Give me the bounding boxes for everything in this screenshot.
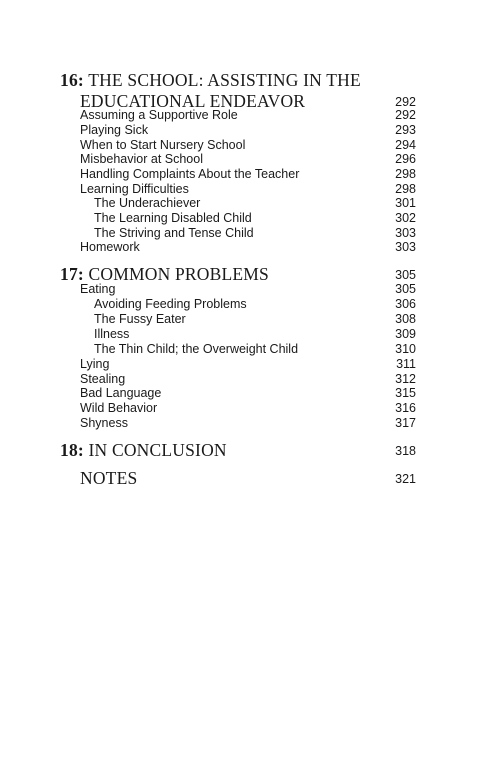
toc-entry-page: 301 — [395, 196, 416, 210]
toc-entry: Playing Sick — [80, 123, 149, 137]
chapter-17-number: 17: — [60, 264, 84, 284]
toc-entry-page: 293 — [395, 123, 416, 137]
toc-entry-page: 298 — [395, 167, 416, 181]
toc-entry-page: 316 — [395, 401, 416, 415]
toc-entry-page: 312 — [395, 372, 416, 386]
toc-subentry: The Striving and Tense Child — [94, 226, 254, 240]
chapter-16-number: 16: — [60, 70, 84, 90]
toc-entry: Handling Complaints About the Teacher — [80, 167, 300, 181]
notes-page: 321 — [395, 472, 416, 486]
chapter-18-page: 318 — [395, 444, 416, 458]
toc-entry-page: 302 — [395, 211, 416, 225]
toc-entry: Misbehavior at School — [80, 152, 203, 166]
toc-entry-page: 303 — [395, 226, 416, 240]
toc-entry: Wild Behavior — [80, 401, 158, 415]
toc-entry-page: 303 — [395, 240, 416, 254]
toc-entry-page: 292 — [395, 108, 416, 122]
toc-entry: Stealing — [80, 372, 126, 386]
toc-entry: Learning Difficulties — [80, 182, 189, 196]
toc-entry-page: 305 — [395, 282, 416, 296]
toc-subentry: The Underachiever — [94, 196, 201, 210]
toc-entry-page: 309 — [395, 327, 416, 341]
toc-entry: Eating — [80, 282, 116, 296]
toc-subentry: Avoiding Feeding Problems — [94, 297, 247, 311]
toc-entry: Bad Language — [80, 386, 162, 400]
chapter-16-page: 292 — [395, 95, 416, 109]
chapter-18-number: 18: — [60, 440, 84, 460]
toc-entry-page: 298 — [395, 182, 416, 196]
chapter-16-title-line1: THE SCHOOL: ASSISTING IN THE — [88, 70, 361, 90]
chapter-18-title: IN CONCLUSION — [88, 440, 227, 460]
toc-entry: Homework — [80, 240, 140, 254]
chapter-16-heading — [60, 70, 361, 91]
chapter-16-title-line2: EDUCATIONAL ENDEAVOR — [80, 91, 306, 111]
toc-subentry: Illness — [94, 327, 130, 341]
toc-entry-page: 296 — [395, 152, 416, 166]
toc-entry-page: 308 — [395, 312, 416, 326]
chapter-18-heading — [60, 440, 227, 461]
toc-entry-page: 317 — [395, 416, 416, 430]
toc-subentry: The Learning Disabled Child — [94, 211, 252, 225]
toc-entry: When to Start Nursery School — [80, 138, 246, 152]
toc-entry-page: 306 — [395, 297, 416, 311]
toc-entry-page: 294 — [395, 138, 416, 152]
toc-entry: Lying — [80, 357, 110, 371]
toc-entry-page: 310 — [395, 342, 416, 356]
chapter-17-page: 305 — [395, 268, 416, 282]
toc-subentry: The Thin Child; the Overweight Child — [94, 342, 299, 356]
toc-entry-page: 311 — [396, 357, 416, 371]
notes-heading: NOTES — [80, 468, 138, 488]
chapter-17-title: COMMON PROBLEMS — [88, 264, 269, 284]
toc-entry: Shyness — [80, 416, 128, 430]
toc-entry: Assuming a Supportive Role — [80, 108, 238, 122]
toc-entry-page: 315 — [395, 386, 416, 400]
toc-subentry: The Fussy Eater — [94, 312, 186, 326]
